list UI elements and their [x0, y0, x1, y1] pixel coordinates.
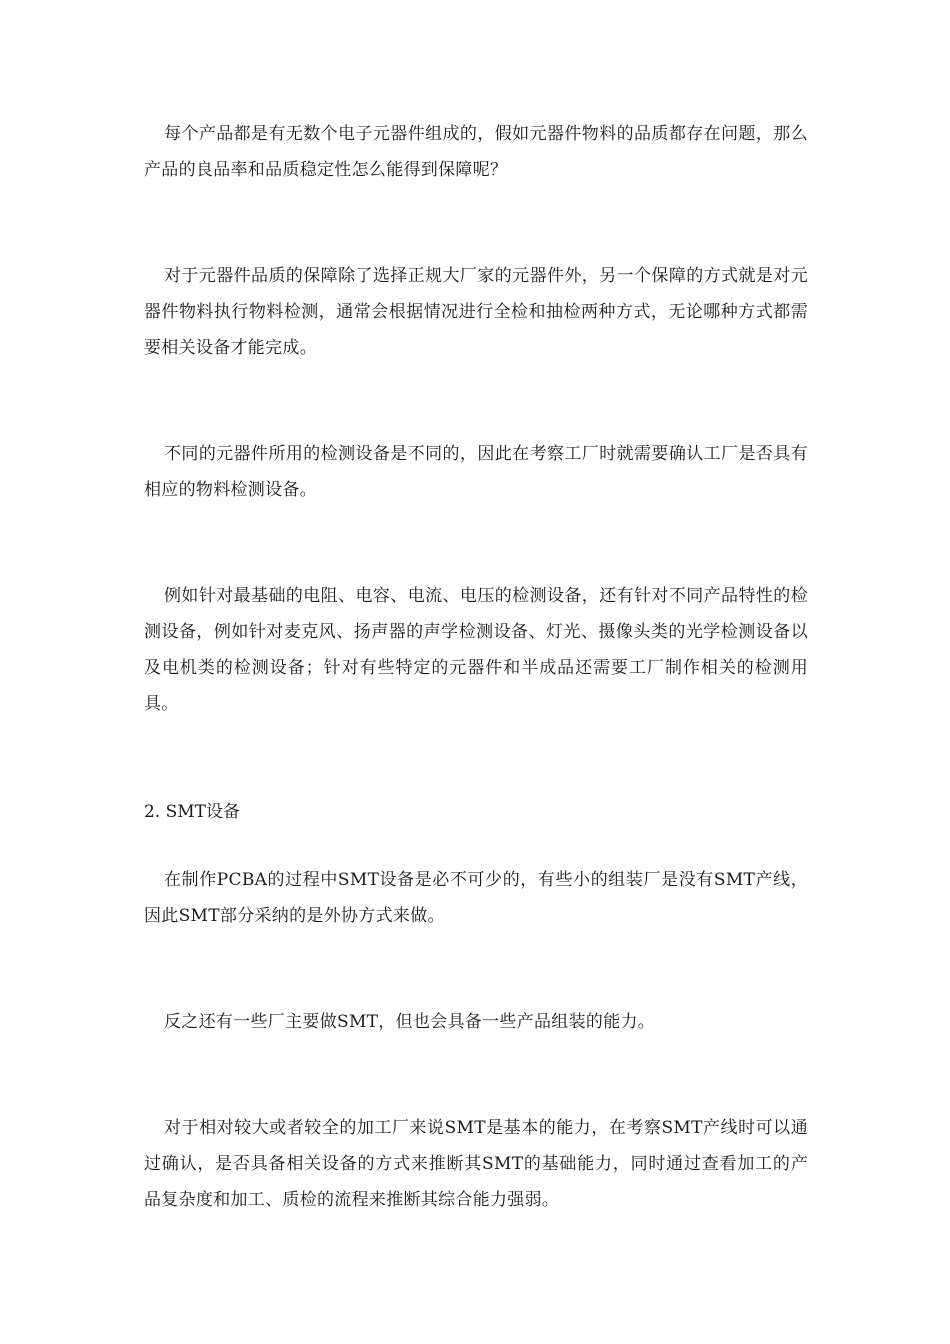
paragraph-smt-pcba: 在制作PCBA的过程中SMT设备是必不可少的，有些小的组装厂是没有SMT产线，因此SMT部分采纳的是外协方式来做。 [144, 870, 808, 926]
paragraph-smt-factories: 反之还有一些厂主要做SMT，但也会具备一些产品组装的能力。 [164, 1012, 656, 1032]
paragraph-inspection-equipment: 不同的元器件所用的检测设备是不同的，因此在考察工厂时就需要确认工厂是否具有相应的物料检测设备。 [144, 444, 808, 500]
paragraph-component-quality: 每个产品都是有无数个电子元器件组成的，假如元器件物料的品质都存在问题，那么产品的良品率和品质稳定性怎么能得到保障呢？ [144, 124, 808, 180]
section-heading-smt: 2. SMT设备 [144, 802, 241, 822]
paragraph-equipment-examples: 例如针对最基础的电阻、电容、电流、电压的检测设备，还有针对不同产品特性的检测设备，例如针对麦克风、扬声器的声学检测设备、灯光、摄像头类的光学检测设备以及电机类的检测设备；针对有些特定的元器件和半成品还需要工厂制作相关的检测用具。 [144, 586, 808, 714]
paragraph-quality-assurance: 对于元器件品质的保障除了选择正规大厂家的元器件外，另一个保障的方式就是对元器件物料执行物料检测，通常会根据情况进行全检和抽检两种方式，无论哪种方式都需要相关设备才能完成。 [144, 266, 808, 358]
paragraph-smt-evaluation: 对于相对较大或者较全的加工厂来说SMT是基本的能力，在考察SMT产线时可以通过确认，是否具备相关设备的方式来推断其SMT的基础能力，同时通过查看加工的产品复杂度和加工、质检的流程来推断其综合能力强弱。 [144, 1118, 808, 1210]
